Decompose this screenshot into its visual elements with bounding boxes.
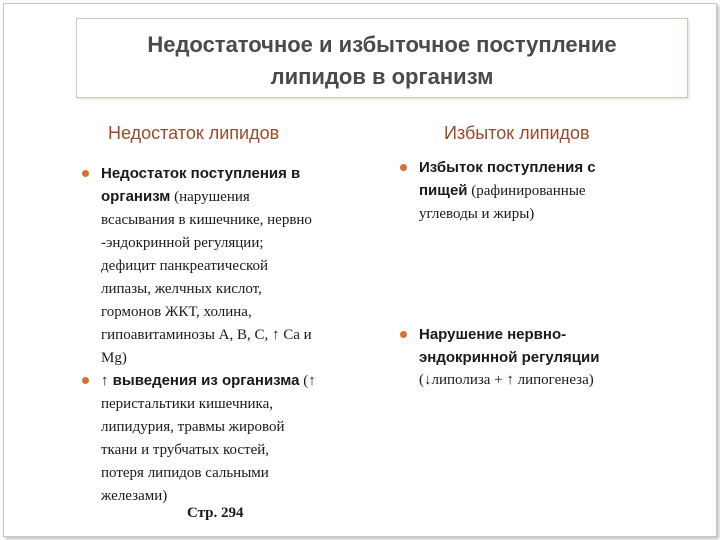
left-column-heading: Недостаток липидов: [108, 123, 280, 143]
item-bold-text: Недостаток поступления в: [101, 165, 301, 182]
right-column-heading: Избыток липидов: [444, 123, 590, 143]
item-bold-text: Избыток поступления с: [419, 159, 596, 176]
item-text: всасывания в кишечнике, нервно: [101, 212, 312, 228]
item-bold-text: Нарушение нервно-: [419, 326, 567, 343]
title-box: [76, 18, 688, 98]
item-text: потеря липидов сальными: [101, 465, 269, 481]
right-bullet-item-1: [419, 156, 596, 226]
item-text: липидурия, травмы жировой: [101, 419, 285, 435]
item-text: гипоавитаминозы А, В, С, ↑ Са и: [101, 327, 312, 343]
left-bullet-item-1: [101, 162, 312, 370]
item-bold-text: пищей: [419, 182, 468, 199]
item-text: Mg): [101, 350, 127, 366]
bullet-icon: [82, 377, 89, 384]
page-reference: Стр. 294: [187, 505, 244, 521]
item-bold-text: организм: [101, 188, 171, 205]
bullet-icon: [400, 331, 407, 338]
item-text: (нарушения: [170, 189, 250, 205]
right-bullet-item-2: [419, 323, 599, 392]
item-text: липазы, желчных кислот,: [101, 281, 262, 297]
left-bullet-item-2: [101, 369, 316, 508]
item-text: (↑: [299, 373, 316, 389]
item-text: углеводы и жиры): [419, 206, 535, 222]
item-text: (рафинированные: [467, 183, 586, 199]
item-text: дефицит панкреатической: [101, 258, 269, 274]
item-text: гормонов ЖКТ, холина,: [101, 304, 252, 320]
item-text: -эндокринной регуляции;: [101, 235, 264, 251]
bullet-icon: [400, 164, 407, 171]
item-text: (↓липолиза + ↑ липогенеза): [419, 372, 594, 388]
item-bold-text: ↑ выведения из организма: [101, 372, 300, 389]
slide: [3, 3, 717, 537]
bullet-icon: [82, 170, 89, 177]
title-line-2: липидов в организм: [270, 64, 494, 89]
item-bold-text: эндокринной регуляции: [419, 349, 600, 366]
item-text: перистальтики кишечника,: [101, 396, 274, 412]
title-line-1: Недостаточное и избыточное поступление: [147, 32, 617, 57]
item-text: железами): [101, 488, 168, 504]
item-text: ткани и трубчатых костей,: [101, 442, 270, 458]
